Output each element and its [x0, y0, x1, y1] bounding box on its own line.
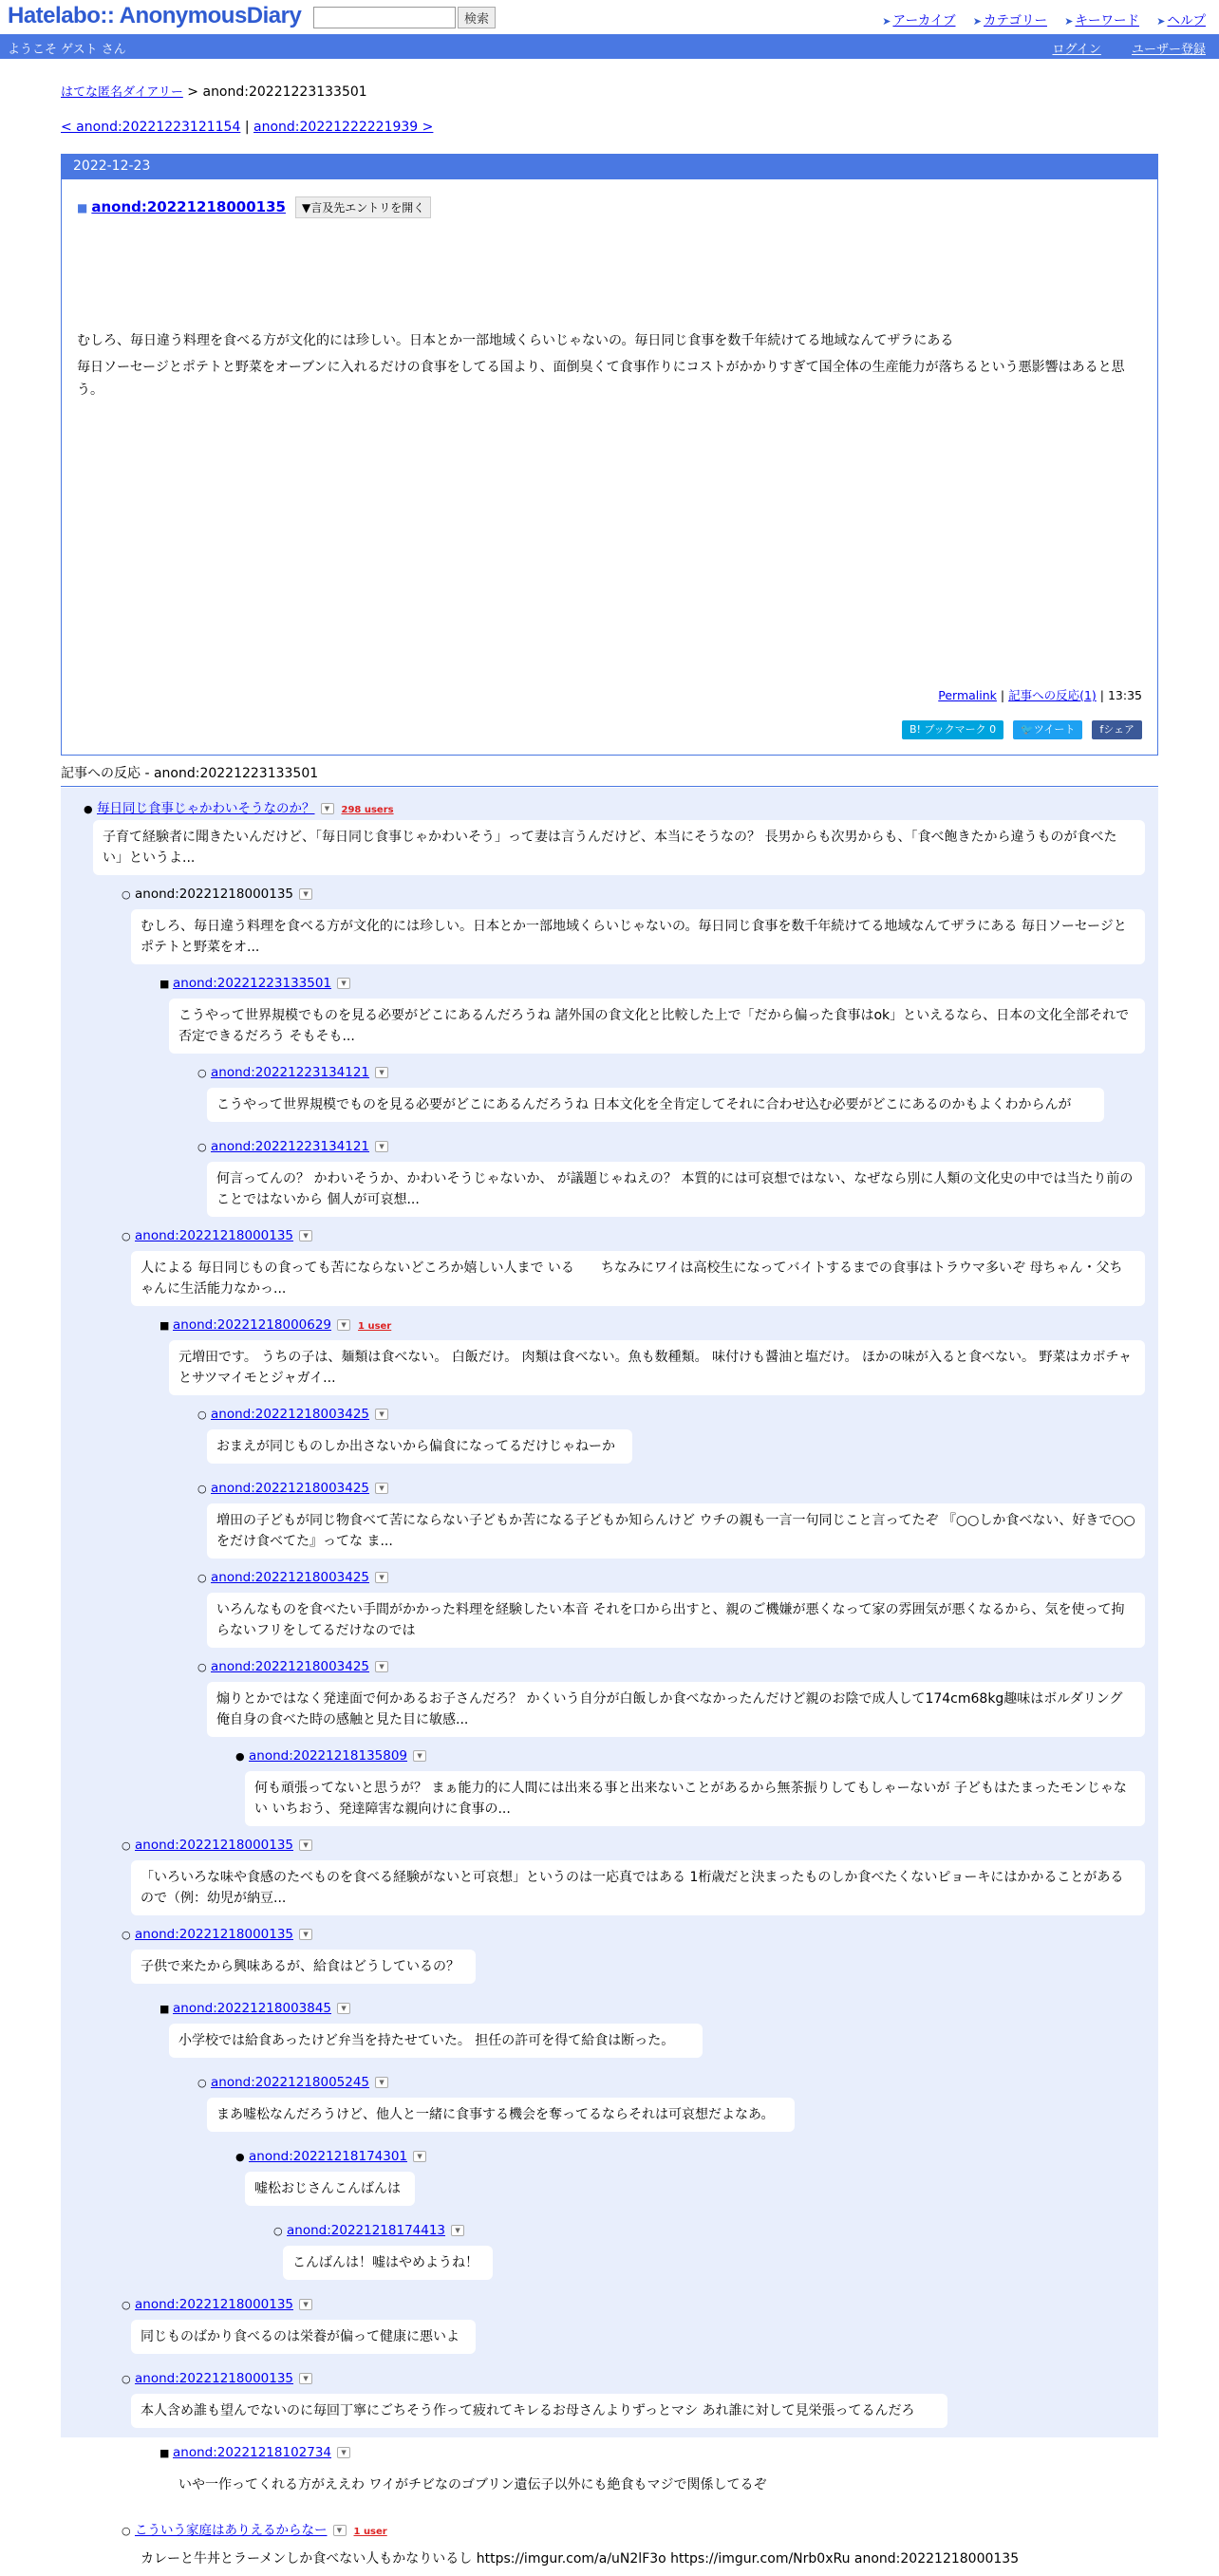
reaction-excerpt: むしろ、毎日違う料理を食べる方が文化的には珍しい。日本とか一部地域くらいじゃないの。毎日同じ食事を数千年続けてる地域なんてザラにある 毎日ソーセージとポテトと野菜をオ... — [131, 909, 1145, 964]
reaction-item — [122, 1228, 312, 1243]
breadcrumb-separator: > — [187, 84, 199, 100]
hatena-bookmark-button[interactable]: B! ブックマーク 0 — [902, 720, 1003, 739]
reaction-excerpt: いや一作ってくれる方がええわ ワイがチビなのゴブリン遺伝子以外にも絶食もマジで関係してるぞ — [169, 2468, 797, 2502]
entry-box — [61, 154, 1158, 756]
share-buttons — [892, 720, 1142, 739]
reaction-excerpt: 元増田です。 うちの子は、麺類は食べない。 白飯だけ。 肉類は食べない。魚も数種類。 味付けも醤油と塩だけ。 ほかの味が入ると食べない。 野菜はカボチャとサツマイモとジャガイ... — [169, 1340, 1145, 1395]
bullet-icon: ○ — [273, 2225, 283, 2237]
pager — [61, 120, 433, 135]
expand-toggle-icon[interactable]: ▼ — [413, 1750, 426, 1762]
entry-paragraph: 毎日ソーセージとポテトと野菜をオーブンに入れるだけの食事をしてる国より、面倒臭くて食事作りにコストがかかりすぎて国全体の生産能力が落ちるという悪影響はあると思う。 — [77, 360, 1125, 398]
expand-toggle-icon[interactable]: ▼ — [333, 2525, 347, 2536]
nav-category[interactable]: カテゴリー — [984, 13, 1047, 28]
reaction-link[interactable]: anond:20221218003425 — [211, 1481, 370, 1496]
bullet-icon: ○ — [197, 1067, 207, 1079]
expand-toggle-icon[interactable]: ▼ — [375, 1141, 388, 1152]
expand-toggle-icon[interactable]: ▼ — [375, 2077, 388, 2088]
bullet-icon: ■ — [159, 978, 170, 990]
breadcrumb-home[interactable]: はてな匿名ダイアリー — [61, 85, 183, 100]
search-button[interactable]: 検索 — [458, 7, 496, 28]
reaction-link[interactable]: anond:20221223134121 — [211, 1065, 370, 1080]
nav-archive[interactable]: アーカイブ — [892, 13, 956, 28]
bullet-icon: ● — [84, 803, 93, 815]
reaction-link[interactable]: anond:20221218135809 — [249, 1748, 408, 1764]
reaction-link[interactable]: anond:20221218003425 — [211, 1570, 370, 1585]
bullet-icon: ○ — [197, 1141, 207, 1153]
expand-toggle-icon[interactable]: ▼ — [451, 2225, 464, 2236]
reaction-item — [122, 887, 312, 902]
expand-toggle-icon[interactable]: ▼ — [375, 1067, 388, 1078]
reaction-excerpt: カレーと牛丼とラーメンしか食べない人もかなりいるし https://imgur.com/a/uN2lF3o https://imgur.com/Nrb0xRu anond:20221218000135 — [131, 2542, 1145, 2576]
reaction-link[interactable]: anond:20221218005245 — [211, 2075, 370, 2090]
expand-toggle-icon[interactable]: ▼ — [337, 978, 350, 989]
bullet-icon: ● — [235, 1750, 245, 1763]
search-input[interactable] — [313, 7, 456, 28]
bullet-icon: ○ — [122, 2299, 131, 2311]
expand-toggle-icon[interactable]: ▼ — [375, 1409, 388, 1420]
reaction-item — [84, 797, 394, 816]
bullet-icon: ○ — [122, 2373, 131, 2385]
reaction-excerpt: 小学校では給食あったけど弁当を持たせていた。 担任の許可を得て給食は断った。 — [169, 2024, 703, 2058]
arrow-icon: ➤ — [1064, 15, 1074, 28]
reaction-item — [122, 1838, 312, 1853]
reaction-item — [197, 1659, 388, 1674]
tweet-label: ツイート — [1033, 723, 1076, 736]
expand-toggle-icon[interactable]: ▼ — [375, 1483, 388, 1494]
reaction-link[interactable]: anond:20221223134121 — [211, 1139, 370, 1154]
breadcrumb-current: anond:20221223133501 — [202, 84, 367, 100]
bullet-icon: ● — [235, 2151, 245, 2163]
reactions-link[interactable]: 記事への反応(1) — [1008, 688, 1097, 702]
expand-toggle-icon[interactable]: ▼ — [375, 1572, 388, 1583]
reaction-excerpt: 子育て経験者に聞きたいんだけど、「毎日同じ食事じゃかわいそう」って妻は言うんだけど、本当にそうなの？ 長男からも次男からも、「食べ飽きたから違うものが食べたい」というよ... — [93, 820, 1145, 875]
arrow-icon: ➤ — [882, 15, 891, 28]
welcome-text: ようこそ ゲスト さん — [8, 43, 126, 57]
site-logo[interactable]: Hatelabo:: AnonymousDiary — [8, 3, 302, 28]
reaction-item — [197, 1481, 388, 1496]
reaction-excerpt: こうやって世界規模でものを見る必要がどこにあるんだろうね 諸外国の食文化と比較した上で「だから偏った食事はok」といえるなら、日本の文化全部それで否定できるだろう そもそも... — [169, 999, 1145, 1054]
bullet-icon: ○ — [197, 1409, 207, 1421]
twitter-bird-icon: 🐦 — [1021, 723, 1034, 736]
bullet-icon: ○ — [197, 1661, 207, 1673]
reaction-link[interactable]: anond:20221218003425 — [211, 1659, 370, 1674]
square-icon: ■ — [77, 201, 88, 215]
top-bar — [0, 0, 1219, 34]
reaction-excerpt: 嘘松おじさんこんばんは — [245, 2172, 415, 2206]
expand-toggle-icon[interactable]: ▼ — [299, 888, 312, 900]
nav-help[interactable]: ヘルプ — [1167, 13, 1206, 28]
reaction-item — [197, 1570, 388, 1585]
reaction-item — [159, 2001, 350, 2016]
expand-toggle-icon[interactable]: ▼ — [299, 1839, 312, 1851]
entry-date: 2022-12-23 — [62, 155, 1157, 179]
reaction-item — [197, 1065, 388, 1080]
top-nav — [869, 9, 1206, 28]
open-referenced-entry-button[interactable]: ▼言及先エントリを開く — [295, 196, 431, 218]
reaction-link[interactable]: anond:20221218000629 — [173, 1317, 332, 1333]
bullet-icon: ○ — [122, 2525, 131, 2537]
bullet-icon: ○ — [122, 888, 131, 901]
reaction-excerpt: こんばんは！嘘はやめようね！ — [283, 2246, 493, 2280]
reaction-link[interactable]: anond:20221218174413 — [287, 2223, 446, 2238]
reaction-item — [197, 1139, 388, 1154]
reaction-excerpt: 本人含め誰も望んでないのに毎回丁寧にごちそう作って疲れてキレるお母さんよりずっとマシ あれ誰に対して見栄張ってるんだろ — [131, 2394, 947, 2428]
expand-toggle-icon[interactable]: ▼ — [337, 1319, 350, 1331]
expand-toggle-icon[interactable]: ▼ — [413, 2151, 426, 2162]
reaction-link[interactable]: 毎日同じ食事じゃかわいそうなのか？ — [97, 801, 315, 816]
reaction-item — [159, 976, 350, 991]
reaction-item — [159, 1317, 391, 1333]
reaction-item — [273, 2223, 464, 2238]
reaction-title: anond:20221218000135 — [135, 887, 294, 902]
reaction-excerpt: 煽りとかではなく発達面で何かあるお子さんだろ？ かくいう自分が白飯しか食べなかったんだけど親のお陰で成人して174cm68kg趣味はボルダリング 俺自身の食べた時の感触と見た目に敏感... — [207, 1682, 1145, 1737]
reaction-link[interactable]: anond:20221218003845 — [173, 2001, 332, 2016]
reaction-link[interactable]: anond:20221218000135 — [135, 2371, 294, 2386]
register-link[interactable]: ユーザー登録 — [1131, 43, 1206, 57]
reaction-link[interactable]: anond:20221223133501 — [173, 976, 332, 991]
entry-footer: Permalink | 記事への反応(1) | 13:35 — [938, 688, 1142, 702]
reaction-excerpt: 何言ってんの？ かわいそうか、かわいそうじゃないか、 が議題じゃねえの？ 本質的には可哀想ではない、なぜなら別に人類の文化史の中では当たり前のことではないから 個人が可哀想... — [207, 1162, 1145, 1217]
reaction-excerpt: こうやって世界規模でものを見る必要がどこにあるんだろうね 日本文化を全肯定してそれに合わせ込む必要がどこにあるのかもよくわからんが — [207, 1088, 1104, 1122]
reaction-link[interactable]: anond:20221218174301 — [249, 2149, 408, 2164]
reaction-item — [122, 2371, 312, 2386]
reaction-excerpt: 増田の子どもが同じ物食べて苦にならない子どもか苦になる子どもか知らんけど ウチの親も一言一句同じこと言ってたぞ 『○○しか食べない、好きで○○をだけ食べてた』ってな ま... — [207, 1503, 1145, 1559]
bookmark-users-badge[interactable]: 298 users — [341, 805, 394, 815]
reaction-item — [235, 1748, 426, 1764]
breadcrumb — [61, 82, 367, 100]
reaction-excerpt: 「いろいろな味や食感のたべものを食べる経験がないと可哀想」というのは一応真ではある 1桁歳だと決まったものしか食べたくないピョーキにはかかることがあるので（例：幼児が納豆... — [131, 1860, 1145, 1915]
reaction-item — [122, 1927, 312, 1942]
reaction-excerpt: 人による 毎日同じもの食っても苦にならないどころか嬉しい人まで いる ちなみにワイは高校生になってバイトするまでの食事はトラウマ多いぞ 母ちゃん・父ちゃんに生活能力なかっ... — [131, 1251, 1145, 1306]
entry-title-link[interactable]: anond:20221218000135 — [91, 198, 286, 215]
bullet-icon: ○ — [122, 1230, 131, 1242]
reaction-excerpt: おまえが同じものしか出さないから偏食になってるだけじゃねーか — [207, 1429, 632, 1464]
bullet-icon: ○ — [197, 2077, 207, 2089]
entry-body — [77, 329, 1140, 405]
next-entry-link[interactable]: anond:20221222221939 > — [253, 120, 434, 135]
nav-keyword[interactable]: キーワード — [1075, 13, 1139, 28]
expand-toggle-icon[interactable]: ▼ — [321, 803, 334, 814]
expand-toggle-icon[interactable]: ▼ — [337, 2003, 350, 2014]
reaction-link[interactable]: anond:20221218000135 — [135, 2297, 294, 2312]
reactions-tree — [61, 788, 1158, 2567]
bullet-icon: ○ — [122, 1929, 131, 1941]
permalink-link[interactable]: Permalink — [938, 688, 997, 702]
arrow-icon: ➤ — [1156, 15, 1166, 28]
reaction-link[interactable]: anond:20221218000135 — [135, 1838, 294, 1853]
prev-entry-link[interactable]: < anond:20221223121154 — [61, 120, 241, 135]
reaction-excerpt: いろんなものを食べたい手間がかかった料理を経験したい本音 それを口から出すと、親のご機嫌が悪くなって家の雰囲気が悪くなるから、気を使って拘らないフリをしてるだけなのでは — [207, 1593, 1145, 1648]
facebook-share-label: シェア — [1103, 723, 1135, 736]
bullet-icon: ○ — [122, 1839, 131, 1852]
expand-toggle-icon[interactable]: ▼ — [375, 1661, 388, 1672]
expand-toggle-icon[interactable]: ▼ — [299, 1230, 312, 1241]
bullet-icon: ■ — [159, 1319, 170, 1332]
bullet-icon: ■ — [159, 2003, 170, 2015]
reaction-link[interactable]: anond:20221218000135 — [135, 1228, 294, 1243]
reaction-item — [197, 1407, 388, 1422]
reaction-item — [197, 2075, 388, 2090]
facebook-share-button[interactable] — [1092, 720, 1142, 739]
facebook-icon: f — [1099, 723, 1104, 736]
arrow-icon: ➤ — [972, 15, 982, 28]
tweet-button[interactable] — [1013, 720, 1082, 739]
bullet-icon: ○ — [197, 1572, 207, 1584]
login-link[interactable]: ログイン — [1052, 43, 1101, 57]
expand-toggle-icon[interactable]: ▼ — [337, 2447, 350, 2458]
entry-time: 13:35 — [1107, 688, 1142, 702]
pager-separator: | — [244, 120, 250, 135]
bookmark-users-badge[interactable]: 1 user — [353, 2527, 387, 2537]
expand-toggle-icon[interactable]: ▼ — [299, 2299, 312, 2310]
reaction-excerpt: まあ嘘松なんだろうけど、他人と一緒に食事する機会を奪ってるならそれは可哀想だよなあ。 — [207, 2098, 795, 2132]
entry-title — [77, 196, 431, 218]
reaction-item — [122, 2519, 387, 2538]
reaction-item — [159, 2445, 350, 2460]
reaction-link[interactable]: anond:20221218000135 — [135, 1927, 294, 1942]
reaction-link[interactable]: anond:20221218003425 — [211, 1407, 370, 1422]
reactions-heading: 記事への反応 - anond:20221223133501 — [61, 763, 1158, 787]
reaction-excerpt: 何も頑張ってないと思うが？ まぁ能力的に人間には出来る事と出来ないことがあるから無茶振りしてもしゃーないが 子どもはたまったモンじゃない いちおう、発達障害な親向けに食事の... — [245, 1771, 1145, 1826]
bookmark-users-badge[interactable]: 1 user — [358, 1321, 392, 1332]
expand-toggle-icon[interactable]: ▼ — [299, 2373, 312, 2384]
bullet-icon: ○ — [197, 1483, 207, 1495]
reaction-link[interactable]: こういう家庭はありえるからなー — [135, 2523, 328, 2538]
reaction-excerpt: 同じものばかり食べるのは栄養が偏って健康に悪いよ — [131, 2320, 476, 2354]
reaction-excerpt: 子供で来たから興味あるが、給食はどうしているの？ — [131, 1950, 476, 1984]
reaction-item — [235, 2149, 426, 2164]
user-bar — [0, 34, 1219, 59]
bullet-icon: ■ — [159, 2447, 170, 2459]
reaction-link[interactable]: anond:20221218102734 — [173, 2445, 332, 2460]
expand-toggle-icon[interactable]: ▼ — [299, 1929, 312, 1940]
reaction-item — [122, 2297, 312, 2312]
entry-paragraph: むしろ、毎日違う料理を食べる方が文化的には珍しい。日本とか一部地域くらいじゃないの。毎日同じ食事を数千年続けてる地域なんてザラにある — [77, 333, 954, 348]
